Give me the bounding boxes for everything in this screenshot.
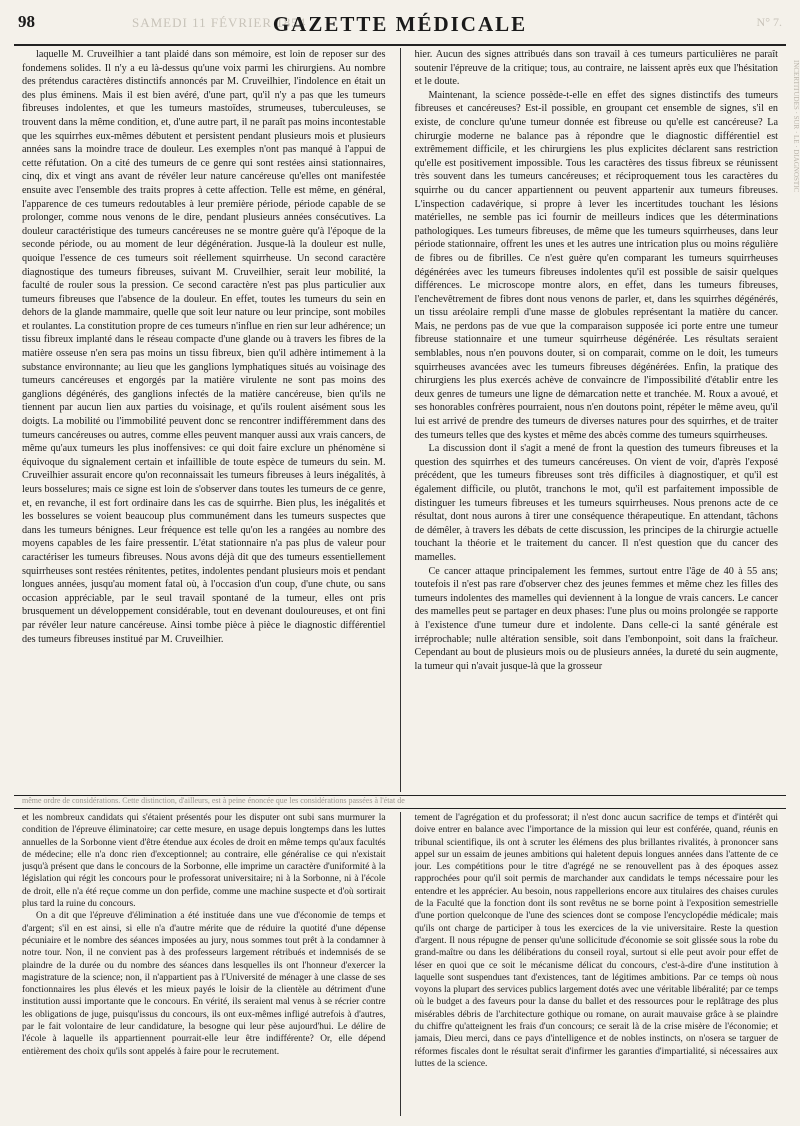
column-divider xyxy=(400,812,401,1116)
page-header xyxy=(14,12,786,36)
show-through-text: SAMEDI 11 FÉVRIER 1854 xyxy=(132,15,307,30)
paragraph: La discussion dont il s'agit a mené de front la question des tumeurs fibreuses et la question des squirrhes et des tumeurs cancéreuses. On vient de voir, d'après l'exposé précédent, que les tumeurs fibreuses sont très difficiles à diagnostiquer, et qu'il est également difficile, ou plutôt, tranchons le mot, qu'il est parfaitement impossible de distinguer les tumeurs fibreuses et les tumeurs squirrheuses. Nous prenons acte de ce résultat, dont nous aurons à tirer une conséquence thérapeutique. En attendant, tâchons de démêler, à travers les débats de cette discussion, les principes de la chirurgie actuelle touchant la théorie et le traitement du cancer. Il n'est question que du cancer des mamelles. xyxy=(414,443,778,563)
paragraph: hier. Aucun des signes attribués dans son travail à ces tumeurs particulières ne paraît soutenir l'épreuve de la critique; tous, au contraire, ne laissent après eux que l'hésitation et le doute. xyxy=(414,49,778,88)
page-number: 98 xyxy=(18,12,35,31)
paragraph: laquelle M. Cruveilhier a tant plaidé dans son mémoire, est loin de reposer sur des fondemens solides. Il n'y a eu là-dessus qu'une voix parmi les chirurgiens. Au nombre des prétendus caractères distinctifs annoncés par M. Cruveilhier, l'indolence en était un des plus éminens. Mais il est bien avéré, d'une part, qu'il n'y a pas que les tumeurs fibreuses indolentes, et que les tumeurs mastoïdes, strumeuses, tuberculeuses, se trouvent dans la même condition, et, d'une autre part, il ne paraît pas moins incontestable que les squirrhes eux-mêmes débutent et persistent pendant plusieurs mois et plusieurs années sans la moindre trace de douleur. Les exemples n'ont pas manqué à l'appui de cette réfutation. On a cité des tumeurs de ce genre qui sont restées ainsi stationnaires, cinq, dix et vingt ans avant de révéler leur nature cancéreuse qu'elles ont manifestée ensuite avec l'ensemble des traits propres à cette affection. Telle est même, en général, l'apparence de ces tumeurs redoutables à leur première période, période capable de se prolonger, comme nous venons de le dire, pendant plusieurs années consécutives. La douleur caractéristique des tumeurs cancéreuses ne se montre guère qu'à l'époque de la seconde période, ou au moment de leur dégénération. Jusque-là la douleur est nulle, quoique l'essence de ces tumeurs soit réellement squirrheuse. Un second caractère diagnostique des tumeurs fibreuses, suivant M. Cruveilhier, serait leur mobilité, la faculté de rouler sous la pression. Ce second caractère n'est pas plus particulier aux tumeurs fibreuses que l'absence de la douleur. En effet, toutes les tumeurs du sein en dehors de la glande mammaire, quelle que soit leur nature ou leur principe, sont mobiles et roulantes. La constitution propre de ces tumeurs n'influe en rien sur leur adhérence; un tissu fibreux implanté dans le réseau compacte d'une glande ou à travers les fibres de la matière osseuse n'en sera pas moins un tissu fibreux, bien qu'il adhère intimement à la substance environnante; au lieu que les ganglions lymphatiques situés au voisinage des tumeurs cancéreuses et engorgés par la matière virulente ne sont pas moins des ganglions dégénérés, des ganglions infectés de la matière cancéreuse, bien qu'ils ne tiennent par aucun lien aux parties du voisinage, et qu'ils roulent aisément sous les doigts. La mobilité ou l'immobilité peuvent donc se rencontrer indifféremment dans des tumeurs cancéreuses ou autres, comme elles peuvent manquer aussi aux vrais cancers, de même qu'aux tumeurs les plus inoffensives: ce qui doit faire exclure un phénomène si équivoque du signalement certain et infaillible de toute espèce de tumeurs du sein. M. Cruveilhier assurait encore qu'on reconnaissait les tumeurs fibreuses à leurs inégalités, à leurs bosselures; mais ce signe est loin de s'observer dans toutes les tumeurs de ce genre, et, en revanche, il est fort ordinaire dans les cas de squirrhe. Bien plus, les inégalités et les bosselures se voient beaucoup plus communément dans les tumeurs suspectes que dans les tumeurs bénignes. Leur fréquence est telle qu'on les a rangées au nombre des moyens capables de les faire pressentir. L'état stationnaire n'a pas plus de valeur pour caractériser les tumeurs fibreuses. Nous avons déjà dit que des tumeurs essentiellement squirrheuses sont restées rénitentes, petites, indolentes pendant plusieurs mois et pendant longues années, jusqu'au moment fatal où, à l'occasion d'un coup, d'une chute, ou sans occasion appréciable, par le seul travail spontané de la tumeur, elles ont pris brusquement un développement considérable, tout en devenant douloureuses, et ont fini par révéler leur nature cancéreuse. Ainsi tombe pièce à pièce le diagnostic différentiel des tumeurs fibreuses institué par M. Cruveilhier. xyxy=(22,49,386,645)
lower-section xyxy=(22,812,778,1116)
feuilleton-rule xyxy=(14,808,786,809)
column-divider xyxy=(400,48,401,792)
masthead-title: GAZETTE MÉDICALE xyxy=(272,12,528,36)
upper-right-column xyxy=(415,48,779,792)
paragraph: et les nombreux candidats qui s'étaient présentés pour les disputer ont subi sans murmurer la condition de l'épreuve éliminatoire; car cette mesure, en usage depuis longtemps dans les luttes annuelles de la Sorbonne vient d'être étendue aux écoles de droit en même temps qu'aux facultés de médecine; elle n'a donc rien d'exceptionnel; au contraire, elle généralise ce qui n'existait jusqu'à présent que dans le concours de la Sorbonne, elle imprime un caractère d'uniformité à la législation qui régit les concours pour le professorat universitaire; ni à la Sorbonne, ni à l'école de droit, elle n'a été reçue comme un don perfide, comme une machine suspecte et d'où sortirait plus tard la ruine du concours. xyxy=(22,813,386,910)
lower-left-column xyxy=(22,812,386,1116)
paragraph: Ce cancer attaque principalement les femmes, surtout entre l'âge de 40 à 55 ans; toutefois il n'est pas rare d'observer chez des jeunes femmes et même chez les filles des tumeurs indolentes des mamelles qui deviennent à la longue de vrais cancers. Le cancer des mamelles peut se partager en deux phases: l'une plus ou moins prolongée se rapporte à l'existence d'une tumeur dure et indolente. Dans celle-ci la santé générale est irréprochable; nulle altération sensible, soit dans l'embonpoint, soit dans la fraîcheur. Cependant au bout de plusieurs mois ou de plusieurs années, la dureté du sein augmente, la tumeur qui n'avait jusque-là que la grosseur xyxy=(414,565,778,672)
upper-left-column xyxy=(22,48,386,792)
show-through-issue: N° 7. xyxy=(756,15,782,29)
paragraph: On a dit que l'épreuve d'élimination a été instituée dans une vue d'économie de temps et d'argent; s'il en est ainsi, si elle n'a d'autre mérite que de réduire la quotité d'une dépense pécuniaire et le nombre des séances imposées au jury, nous sommes tout prêt à la condamner à notre tour. Non, il ne convient pas à des professeurs largement rétribués et indemnisés de se plaindre de la durée ou du nombre des séances dans lesquelles ils ont l'honneur d'exercer la magistrature de la science; non, il n'appartient pas à l'Université de ménager à une classe de ses fonctionnaires les plus élevés et les mieux payés le loisir de la clientèle au détriment d'une institution aussi importante que le concours. En vérité, ils seraient mal venus à se récrier contre les obligations de juge, puisqu'issus du concours, ils ont eux-mêmes infligé autrefois à d'autres, par le fait volontaire de leur candidature, la besogne qui leur pèse aujourd'hui. Le délire de l'école à laquelle ils appartiennent pourrait-elle leur être indifférente? Or, elle dépend entièrement des choix qu'ils sont appelés à faire pour le recrutement. xyxy=(22,911,386,1057)
margin-show-through: INCERTITUDES · SUR · LE · DIAGNOSTIC xyxy=(792,60,800,193)
header-rule xyxy=(14,44,786,46)
paragraph: Maintenant, la science possède-t-elle en effet des signes distinctifs des tumeurs fibreuses et cancéreuses? Est-il possible, en groupant cet ensemble de signes, s'il en existe, de conclure qu'une tumeur donnée est fibreuse ou qu'elle est cancéreuse? La chirurgie moderne ne balance pas à répondre que le diagnostic différentiel est extrêmement difficile, et les chirurgiens les plus explicites déclarent sans restriction qu'elle est positivement impossible. Tous les caractères des tissus fibreux se réunissent très souvent dans les tumeurs cancéreuses; et réciproquement tous les caractères du squirrhe ou du cancer appartiennent ou peuvent appartenir aux tumeurs fibreuses. L'inspection cadavérique, si propre à lever les incertitudes touchant les lésions matérielles, ne semble pas ici fournir de meilleurs indices que les déterminations pathologiques. Les tumeurs fibreuses, de même que les tumeurs squirrheuses, dans leur période stationnaire, offrent les unes et les autres une intrication plus ou moins régulière de fibres ou de fibrilles. Ce n'est guère qu'en comparant les tumeurs squirrheuses dégénérées avec les tumeurs fibreuses indolentes qu'il est possible de saisir quelques différences. Le microscope montre alors, en effet, dans les tumeurs fibreuses, l'enchevêtrement de fibres dont nous venons de parler, et, dans les squirrhes dégénérés, un tissu aréolaire rempli d'une masse de globules représentant la matière du cancer. Mais, ne perdons pas de vue que la comparaison supposée ici porte entre une tumeur fibreuse stationnaire et une tumeur squirrheuse dégénérée. Les résultats seraient semblables, nous n'en pouvons douter, si on comparait, comme on le doit, les tumeurs squirrheuses avancées avec les tumeurs fibreuses dégénérées. Enfin, la pratique des chirurgiens les plus exercés achève de convaincre de l'impossibilité d'établir entre les deux genres de tumeurs une ligne de démarcation nette et tranchée. M. Roux a avoué, et ses honorables confrères pourraient, nous n'en doutons point, répéter le même aveu, qu'il lui est arrivé de prendre des tumeurs de diverses natures pour des squirrhes, et de traiter des tumeurs telles que des kystes et même des abcès comme des tumeurs squirrheuses. xyxy=(414,89,778,441)
faded-strip-text: même ordre de considérations. Cette distinction, d'ailleurs, est à peine énoncée que les considérations passées à l'état de xyxy=(22,796,405,805)
paragraph: tement de l'agrégation et du professorat; il n'est donc aucun sacrifice de temps et d'intérêt qui doive entrer en balance avec l'importance de la mission qui leur est conférée, quand, réunis en tribunal scientifique, ils ont à scruter les élémens des plus brillantes rivalités, à prononcer sans appel sur un essaim de jeunes ambitions qui haletent depuis longues années dans l'attente de ce jour. Les compétitions pour le titre d'agrégé ne se renouvellent pas à des époques assez rapprochées pour qu'il soit permis de marchander aux candidats le temps nécessaire pour les entendre et les apprécier. Au besoin, nous rappellerions encore aux titulaires des chaises curules de la Faculté que la fonction dont ils sont revêtus ne se borne point à l'exposition semestrielle d'une portion quelconque de l'une des sciences dont se compose l'encyclopédie médicale; mais qu'ils ont charge de participer à tous les exercices de la vie universitaire. Reste la question d'argent. Il nous répugne de penser qu'une sollicitude d'économie se soit glissée sous la robe du grand-maître ou dans les délibérations du conseil royal, surtout si elle peut avoir pour effet de léser en quoi que ce soit le mécanisme délicat du concours, c'est-à-dire d'une institution à laquelle sont suspendues tant d'existences, tant de légitimes ambitions. Par ce temps où nous voyons la plupart des services publics largement dotés avec une véritable libéralité; par ce temps où le budget a des faveurs pour la danse du ballet et des ressources pour le replâtrage des plus misérables débris de l'architecture gothique ou romane, on aurait mauvaise grâce à se plaindre du chiffre qu'atteignent les frais d'un concours; ce serait là de la crise misère de l'économie; et jamais, Dieu merci, dans ce pays d'intelligence et de nobles instincts, on n'osera se targuer de réformes fiscales dont le résultat serait d'infirmer les garanties d'impartialité, si nécessaires aux luttes de la science. xyxy=(414,813,778,1069)
upper-section xyxy=(22,48,778,792)
lower-right-column xyxy=(415,812,779,1116)
